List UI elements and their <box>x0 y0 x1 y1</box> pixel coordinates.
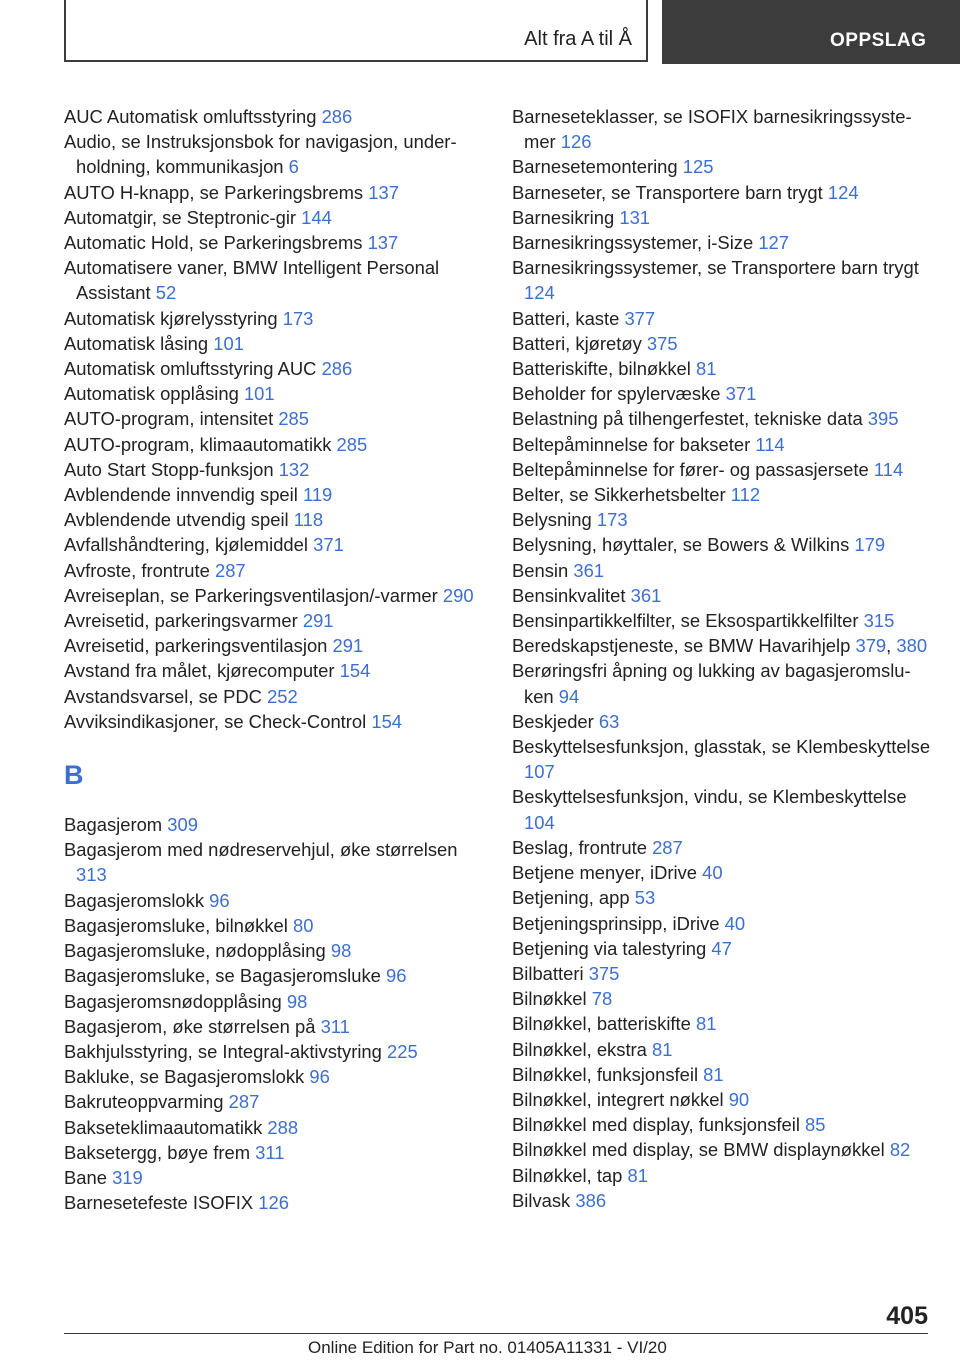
page-reference-link[interactable]: 286 <box>321 358 353 380</box>
page-reference-link[interactable]: 144 <box>301 206 332 228</box>
page-reference-link[interactable]: 94 <box>558 685 580 707</box>
index-term: Beredskapstjeneste, se BMW Havarihjelp <box>512 635 851 657</box>
index-term: Avreiseplan, se Parkeringsventilasjon/-varmer <box>64 584 438 606</box>
page-reference-link[interactable]: 126 <box>258 1192 289 1214</box>
index-entry <box>64 432 484 457</box>
page-reference-link[interactable]: 125 <box>682 156 714 178</box>
index-term: Avreisetid, parkeringsvarmer <box>64 610 298 632</box>
index-entry <box>512 734 932 784</box>
page-reference-link[interactable]: 81 <box>696 358 717 380</box>
page-reference-link[interactable]: 114 <box>873 458 904 480</box>
index-entry <box>64 255 484 305</box>
index-term: Bilnøkkel med display, se BMW displaynøkkel <box>512 1139 885 1161</box>
page-reference-link[interactable]: 288 <box>267 1116 299 1138</box>
index-entry <box>64 1165 484 1190</box>
index-entry <box>512 482 932 507</box>
page-reference-link[interactable]: 290 <box>442 584 474 606</box>
index-term: Automatisk låsing <box>64 332 209 354</box>
index-term: Bakhjulsstyring, se Integral-aktivstyring <box>64 1040 382 1062</box>
index-entry <box>64 812 484 837</box>
index-term: Betjeningsprinsipp, iDrive <box>512 912 720 934</box>
page-reference-link[interactable]: 112 <box>730 484 761 506</box>
index-entry <box>64 888 484 913</box>
index-term: Bilbatteri <box>512 962 584 984</box>
index-term: Belastning på tilhengerfestet, tekniske data <box>512 408 863 430</box>
index-term: Beltepåminnelse for bakseter <box>512 433 751 455</box>
index-entry <box>512 532 932 557</box>
index-term: Bakluke, se Bagasjeromslokk <box>64 1066 305 1088</box>
index-term: AUC Automatisk omluftsstyring <box>64 106 317 127</box>
index-entry <box>512 457 932 482</box>
page-reference-link[interactable]: 114 <box>755 433 785 455</box>
index-entry <box>64 482 484 507</box>
index-entry <box>512 911 932 936</box>
page-reference-link[interactable]: 309 <box>167 814 198 836</box>
index-term: Betjening via talestyring <box>512 937 707 959</box>
index-entry <box>64 684 484 709</box>
footer-divider <box>64 1333 928 1334</box>
page-reference-link[interactable]: 47 <box>711 937 732 959</box>
page-reference-link[interactable]: 40 <box>724 912 746 934</box>
index-entry <box>512 558 932 583</box>
index-entry <box>64 837 484 887</box>
index-entry <box>512 961 932 986</box>
index-entry <box>64 938 484 963</box>
index-term: Bilnøkkel, ekstra <box>512 1038 647 1060</box>
page-reference-link[interactable]: 78 <box>591 988 613 1010</box>
index-term: Bagasjerom <box>64 814 163 836</box>
page-reference-link[interactable]: 379 <box>855 635 887 657</box>
page-reference-link[interactable]: 131 <box>619 206 651 228</box>
index-term: Automatisk opplåsing <box>64 383 239 405</box>
index-entry <box>64 331 484 356</box>
index-term: Avfallshåndtering, kjølemiddel <box>64 534 308 556</box>
index-term: Bagasjerom med nødreservehjul, øke størrelsen <box>64 839 458 861</box>
index-entry <box>64 1064 484 1089</box>
page-reference-link[interactable]: 96 <box>309 1066 330 1088</box>
page-reference-link[interactable]: 6 <box>288 156 299 178</box>
index-entry <box>512 784 932 834</box>
page-reference-link[interactable]: 126 <box>560 131 592 153</box>
index-entry <box>64 1014 484 1039</box>
page-reference-link[interactable]: 285 <box>336 433 368 455</box>
index-term: Barnesikringssystemer, i-Size <box>512 232 754 254</box>
index-term: AUTO-program, intensitet <box>64 408 274 430</box>
index-entry <box>64 1115 484 1140</box>
page-reference-link[interactable]: 173 <box>596 509 628 531</box>
index-term: Bagasjeromsluke, bilnøkkel <box>64 914 288 936</box>
index-term: Belter, se Sikkerhetsbelter <box>512 484 726 506</box>
index-term: Automatgir, se Steptronic-gir <box>64 206 297 228</box>
page-reference-link[interactable]: 53 <box>634 887 656 909</box>
page-reference-link[interactable]: 179 <box>854 534 886 556</box>
index-term: Bilnøkkel, batteriskifte <box>512 1013 691 1035</box>
page-reference-link[interactable]: 124 <box>524 282 555 304</box>
index-entry <box>64 356 484 381</box>
index-term: Barnesetemontering <box>512 156 678 178</box>
page-number: 405 <box>886 1302 928 1330</box>
page-reference-link[interactable]: 81 <box>696 1013 717 1035</box>
index-term: Bilnøkkel, tap <box>512 1164 623 1186</box>
page-reference-link[interactable]: 286 <box>321 106 353 127</box>
index-entry <box>64 457 484 482</box>
index-term: Avviksindikasjoner, se Check-Control <box>64 710 367 732</box>
page-reference-link[interactable]: 313 <box>76 864 107 886</box>
page-reference-link[interactable]: 107 <box>524 761 555 783</box>
index-term: Belysning <box>512 509 592 531</box>
index-term: Beskjeder <box>512 710 594 732</box>
index-term: Automatisere vaner, BMW Intelligent Personal Assistant <box>64 257 440 304</box>
page-reference-link[interactable]: 395 <box>867 408 899 430</box>
page-reference-link[interactable]: 371 <box>725 383 757 405</box>
index-entry <box>512 583 932 608</box>
index-term: Barnesikring <box>512 206 615 228</box>
page-reference-link[interactable]: 82 <box>889 1139 911 1161</box>
page-reference-link[interactable]: 361 <box>630 584 662 606</box>
page-reference-link[interactable]: 98 <box>286 990 308 1012</box>
section-title: Alt fra A til Å <box>524 28 632 50</box>
page-reference-link[interactable]: 287 <box>228 1091 260 1113</box>
page-reference-link[interactable]: 101 <box>213 332 244 354</box>
index-group-a <box>64 104 484 734</box>
page-reference-link[interactable]: 124 <box>827 181 859 203</box>
index-letter-heading: B <box>64 760 84 791</box>
index-entry <box>512 608 932 633</box>
index-term: Batteri, kaste <box>512 307 620 329</box>
index-term: Avblendende innvendig speil <box>64 484 298 506</box>
index-term: Beslag, frontrute <box>512 836 647 858</box>
page-reference-link[interactable]: 291 <box>332 635 364 657</box>
page-reference-link[interactable]: 96 <box>209 889 230 911</box>
page-reference-link[interactable]: 127 <box>758 232 790 254</box>
index-entry <box>512 860 932 885</box>
index-group-b <box>64 812 484 1215</box>
index-entry <box>64 406 484 431</box>
page-reference-link[interactable]: 118 <box>293 509 324 531</box>
page-reference-link[interactable]: 154 <box>371 710 403 732</box>
chapter-tab <box>662 0 960 64</box>
index-term: Bane <box>64 1166 107 1188</box>
index-entry <box>64 913 484 938</box>
index-term: Bilnøkkel med display, funksjonsfeil <box>512 1114 800 1136</box>
index-entry <box>64 532 484 557</box>
index-term: Betjening, app <box>512 887 630 909</box>
page-reference-link[interactable]: 371 <box>313 534 344 556</box>
index-term: Barnesikringssystemer, se Transportere barn trygt <box>512 257 919 279</box>
index-term: Automatisk kjørelysstyring <box>64 307 278 329</box>
index-term: Belysning, høyttaler, se Bowers & Wilkins <box>512 534 850 556</box>
page-reference-link[interactable]: 81 <box>703 1063 724 1085</box>
index-term: Betjene menyer, iDrive <box>512 862 698 884</box>
page-reference-link[interactable]: 287 <box>214 559 246 581</box>
index-term: Automatisk omluftsstyring AUC <box>64 358 317 380</box>
index-entry <box>512 1188 932 1213</box>
index-term: Barneseter, se Transportere barn trygt <box>512 181 823 203</box>
index-term: Avstand fra målet, kjørecomputer <box>64 660 335 682</box>
index-entry <box>512 507 932 532</box>
index-entry <box>512 255 932 305</box>
page-reference-link[interactable]: 377 <box>624 307 656 329</box>
page-reference-link[interactable]: 119 <box>302 484 333 506</box>
index-entry <box>64 558 484 583</box>
page-reference-link[interactable]: 361 <box>573 559 605 581</box>
page-reference-link[interactable]: 104 <box>524 811 555 833</box>
chapter-label: OPPSLAG <box>830 30 927 51</box>
index-group-b-continued <box>512 104 932 1213</box>
index-entry <box>64 129 484 179</box>
page-reference-link[interactable]: 63 <box>598 710 620 732</box>
index-term: Bilvask <box>512 1189 571 1211</box>
page-reference-link[interactable]: 319 <box>112 1166 143 1188</box>
index-term: Bagasjeromsnødopplåsing <box>64 990 282 1012</box>
index-term: Automatic Hold, se Parkeringsbrems <box>64 232 363 254</box>
header-section-box <box>64 0 648 62</box>
index-entry <box>512 381 932 406</box>
index-entry <box>512 406 932 431</box>
page-reference-link[interactable]: 287 <box>652 836 683 858</box>
index-entry <box>64 180 484 205</box>
index-entry <box>512 1163 932 1188</box>
index-entry <box>512 1011 932 1036</box>
index-entry <box>512 306 932 331</box>
page-reference-link[interactable]: 173 <box>282 307 314 329</box>
index-entry <box>64 230 484 255</box>
index-entry <box>512 1062 932 1087</box>
index-entry <box>512 1087 932 1112</box>
page-reference-link[interactable]: 375 <box>588 962 620 984</box>
index-entry <box>512 835 932 860</box>
index-term: Batteriskifte, bilnøkkel <box>512 358 691 380</box>
index-entry <box>64 205 484 230</box>
index-term: AUTO H-knapp, se Parkeringsbrems <box>64 181 364 203</box>
index-entry <box>64 583 484 608</box>
page-reference-link[interactable]: 40 <box>702 862 723 884</box>
index-entry: Beredskapstjeneste, se BMW Havarihjelp 379, 380 <box>512 635 928 657</box>
index-entry <box>64 658 484 683</box>
index-entry <box>512 709 932 734</box>
index-term: Barneseteklasser, se ISOFIX barnesikringssystemer <box>512 106 912 153</box>
index-term: Bagasjeromsluke, se Bagasjeromsluke <box>64 965 381 987</box>
index-term: Bilnøkkel, funksjonsfeil <box>512 1063 699 1085</box>
index-entry <box>512 1137 932 1162</box>
page-reference-link[interactable]: 386 <box>575 1189 607 1211</box>
index-entry <box>64 633 484 658</box>
index-entry <box>64 507 484 532</box>
index-entry <box>512 230 932 255</box>
index-entry <box>512 154 932 179</box>
index-term: Bagasjeromslokk <box>64 889 205 911</box>
index-term: Auto Start Stopp-funksjon <box>64 458 274 480</box>
page-reference-link[interactable]: 137 <box>368 181 399 203</box>
index-entry <box>64 963 484 988</box>
page-reference-link[interactable]: 80 <box>292 914 314 936</box>
index-term: Bakseteklimaautomatikk <box>64 1116 263 1138</box>
index-term: Berøringsfri åpning og lukking av bagasjeromsluken <box>512 660 911 707</box>
index-entry <box>512 936 932 961</box>
page-reference-link[interactable]: 291 <box>302 610 334 632</box>
page-reference-link[interactable]: 137 <box>367 232 399 254</box>
index-entry <box>64 1089 484 1114</box>
index-term: Bensinkvalitet <box>512 584 626 606</box>
page-reference-link[interactable]: 52 <box>155 282 177 304</box>
index-entry <box>64 709 484 734</box>
page-reference-link[interactable]: 285 <box>278 408 309 430</box>
page-reference-link[interactable]: 132 <box>278 458 310 480</box>
index-term: Beltepåminnelse for fører- og passasjersete <box>512 458 869 480</box>
index-entry <box>512 104 932 154</box>
index-term: Bilnøkkel <box>512 988 587 1010</box>
index-term: Beholder for spylervæske <box>512 383 721 405</box>
index-entry <box>64 1039 484 1064</box>
page-reference-link[interactable]: 252 <box>267 685 298 707</box>
page-reference-link[interactable]: 85 <box>805 1114 826 1136</box>
index-entry <box>64 989 484 1014</box>
page-reference-link[interactable]: 311 <box>320 1015 350 1037</box>
page-reference-link[interactable]: 98 <box>330 940 352 962</box>
index-entry <box>512 180 932 205</box>
page-reference-link[interactable]: 96 <box>386 965 407 987</box>
index-term: Bakruteoppvarming <box>64 1091 224 1113</box>
index-column-left <box>64 104 484 1215</box>
index-term: Avblendende utvendig speil <box>64 509 289 531</box>
index-entry <box>512 432 932 457</box>
index-entry <box>64 1140 484 1165</box>
index-term: Avstandsvarsel, se PDC <box>64 685 262 707</box>
index-term: Baksetergg, bøye frem <box>64 1141 251 1163</box>
index-column-right <box>512 104 932 1213</box>
page-reference-link[interactable]: 90 <box>728 1088 750 1110</box>
index-entry <box>64 608 484 633</box>
page-reference-link[interactable]: 154 <box>339 660 371 682</box>
index-term: Avfroste, frontrute <box>64 559 210 581</box>
index-entry <box>512 885 932 910</box>
index-term: Bensin <box>512 559 569 581</box>
index-entry <box>512 1112 932 1137</box>
index-term: Batteri, kjøretøy <box>512 332 642 354</box>
page-reference-link[interactable]: 380 <box>896 635 928 657</box>
index-term: Bensinpartikkelfilter, se Eksospartikkelfilter <box>512 610 859 632</box>
index-term: Barnesetefeste ISOFIX <box>64 1192 254 1214</box>
index-entry <box>64 306 484 331</box>
page-reference-link[interactable]: 101 <box>243 383 275 405</box>
index-entry <box>512 205 932 230</box>
index-entry <box>64 1190 484 1215</box>
index-entry <box>512 986 932 1011</box>
page-reference-link[interactable]: 225 <box>387 1040 418 1062</box>
page-reference-link[interactable]: 81 <box>627 1164 648 1186</box>
index-entry <box>512 331 932 356</box>
index-term: Beskyttelsesfunksjon, vindu, se Klembeskyttelse <box>512 786 907 808</box>
index-entry <box>64 381 484 406</box>
index-term: AUTO-program, klimaautomatikk <box>64 433 332 455</box>
page-reference-link[interactable]: 311 <box>255 1141 285 1163</box>
index-term: Bagasjeromsluke, nødopplåsing <box>64 940 326 962</box>
index-entry <box>512 356 932 381</box>
index-entry <box>512 1037 932 1062</box>
page-reference-link[interactable]: 375 <box>646 332 678 354</box>
index-term: Avreisetid, parkeringsventilasjon <box>64 635 328 657</box>
index-term: Beskyttelsesfunksjon, glasstak, se Klembeskyttelse <box>512 736 931 758</box>
index-entry <box>512 658 932 708</box>
page-reference-link[interactable]: 315 <box>863 610 895 632</box>
index-term: Bagasjerom, øke størrelsen på <box>64 1015 316 1037</box>
index-term: Audio, se Instruksjonsbok for navigasjon, underholdning, kommunikasjon <box>64 131 457 178</box>
footer-edition-text: Online Edition for Part no. 01405A11331 - VI/20 <box>308 1338 667 1357</box>
page-reference-link[interactable]: 81 <box>652 1038 673 1060</box>
index-entry <box>64 104 484 129</box>
index-term: Bilnøkkel, integrert nøkkel <box>512 1088 724 1110</box>
